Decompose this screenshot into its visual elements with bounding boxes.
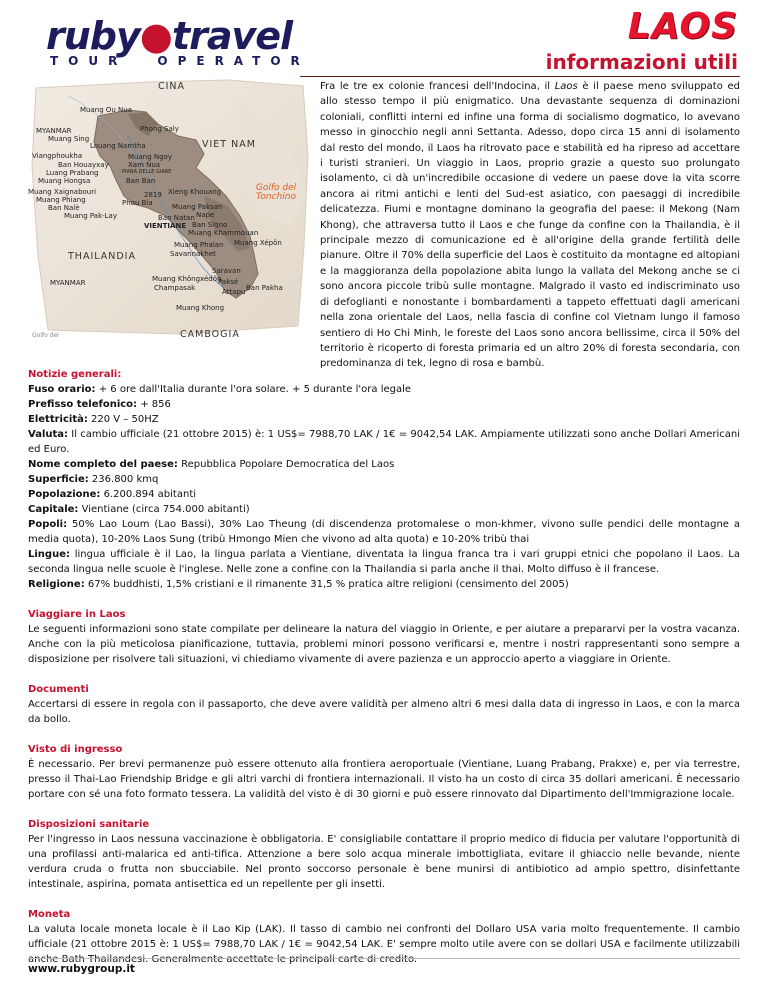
main-content: [28, 367, 740, 982]
section-documents: [28, 682, 740, 727]
fact-capital: Capitale: Vientiane (circa 754.000 abitanti): [28, 504, 250, 515]
section-body: È necessario. Per brevi permanenze può essere ottenuto alla frontiera aeroportuale (Vientiane, Luang Prabang, Prakxe) e, per via terrestre, presso il Thai-Lao Friendship Bridge e gli altri varchi di frontiera internazionali. Il visto ha un costo di circa 35 dollari americani. È necessario portare con sé una foto formato tessera. La validità del visto è di 30 giorni e può essere rinnovato dal Dipartimento dell'Immigrazione locale.: [28, 759, 740, 800]
logo-tagline: TOUR OPERATOR: [50, 54, 310, 68]
map-label-muang-phiang: Muang Phiang: [36, 196, 86, 204]
map-label-luang-prabang: Luang Prabang: [46, 169, 99, 177]
map-label-nape: Nape: [196, 211, 215, 219]
map-label-peak-2819: 2819: [144, 191, 162, 199]
map-label-ban-ban: Ban Ban: [126, 177, 156, 185]
page-subtitle: informazioni utili: [545, 50, 738, 74]
fact-peoples: Popoli: 50% Lao Loum (Lao Bassi), 30% Lao Theung (di discendenza protomalese o mon-khmer, vivono sulle pendici delle montagne a media quota), 10-20% Laos Sung (tribù Hmongo Mien che vivono ad alta quota) e 10-20% tribù thai: [28, 519, 740, 545]
map-label-muang-xaignabouri: Muang Xaignabouri: [28, 188, 97, 196]
country-title: LAOS: [627, 6, 738, 47]
fact-time-zone: Fuso orario: + 6 ore dall'Italia durante l'ora solare. + 5 durante l'ora legale: [28, 384, 412, 395]
map-label-cambogia: CAMBOGIA: [180, 329, 240, 340]
map-label-xieng-khouang: Xieng Khouang: [168, 188, 222, 196]
map-label-muang-phalan: Muang Phalan: [174, 241, 224, 249]
map-label-cina: CINA: [158, 81, 186, 92]
map-label-ban-nale: Ban Nalè: [48, 204, 80, 212]
section-visa: [28, 742, 740, 802]
map-label-muang-ou-nua: Muang Ou Nua: [80, 106, 133, 114]
fact-population: Popolazione: 6.200.894 abitanti: [28, 489, 197, 500]
fact-languages: Lingue: lingua ufficiale è il Lao, la lingua parlata a Vientiane, diventata la lingua franca tra i vari gruppi etnici che popolano il Laos. La seconda lingua nelle scuole è l'inglese. Nelle zone a confine con la Thailandia si parla anche il thai. Molto diffuso è il francese.: [28, 549, 740, 575]
section-health: [28, 817, 740, 892]
map-label-myanmar: MYANMAR: [36, 127, 72, 135]
map-label-muang-ngoy: Muang Ngoy: [128, 153, 172, 161]
section-title: Documenti: [28, 684, 89, 695]
section-body: Accertarsi di essere in regola con il passaporto, che deve avere validità per almeno altri 6 mesi dalla data di ingresso in Laos, e con la marca da bollo.: [28, 699, 740, 725]
general-info-section: [28, 367, 740, 592]
intro-paragraph: [320, 79, 740, 372]
map-label-ban-signo: Ban Signo: [192, 221, 228, 229]
map-label-plain-of-jars: PIANA DELLE GIARE: [122, 169, 172, 175]
footer-divider: [28, 958, 740, 959]
map-label-ban-houayxay: Ban Houayxay: [58, 161, 109, 169]
ruby-travel-logo: [46, 14, 310, 72]
fact-full-name: Nome completo del paese: Repubblica Popolare Democratica del Laos: [28, 459, 395, 470]
laos-map: [28, 76, 310, 338]
map-label-attapu: Attapu: [222, 288, 246, 296]
intro-text-rest: è il paese meno sviluppato ed allo stesso tempo il più enigmatico. Una devastante sequenza di dominazioni coloniali, conflitti interni ed infine una forma di socialismo dogmatico, lo avevano messo in ginocchio negli anni Settanta. Adesso, dopo circa 15 anni di isolamento dal resto del mondo, il Laos ha ritrovato pace e stabilità ed ha ripreso ad accettare i turisti stranieri. Un viaggio in Laos, proprio grazie a questo suo prolungato isolamento, ci dà un'incredibile occasione di vedere un paese dove la vita scorre ancora ai ritmi antichi e lenti del Sud-est asiatico, con paesaggi di incredibile delicatezza. Fiumi e montagne dominano la geografia del paese: il Mekong (Nam Khong), che attraversa tutto il Laos e che funge da confine con la Thailandia, è il principale mezzo di comunicazione ed è all'origine della grande fertilità delle pianure. Oltre il 70% della superficie del Laos è costituito da montagne ed altopiani e la maggioranza della popolazione abita lungo la vallata del Mekong anche se ci sono ancora piccole tribù sulle montagne. Malgrado il vasto ed indiscriminato uso di defoglianti e nonostante i bombardamenti a tappeto effettuati dagli americani nella zona orientale del Laos, nella fascia di confine col Vietnam lungo il famoso sentiero di Ho Chi Minh, le foreste del Laos sono ancora bellissime, circa il 50% del territorio è ricoperto di foresta primaria ed un altro 20% di foresta secondaria, con predominanza di tek, legno di rosa e bambù.: [320, 81, 740, 370]
map-label-muang-khongxedon: Muang Khôngxédôn: [152, 275, 222, 283]
map-label-ban-natan: Ban Natan: [158, 214, 195, 222]
map-label-golfo-2: Golfo del: [32, 332, 59, 339]
section-travel: [28, 607, 740, 667]
map-label-ban-pakha: Ban Pakha: [246, 284, 283, 292]
map-label-muang-khammouan: Muang Khammouan: [188, 229, 259, 237]
map-label-saravan: Saravan: [212, 267, 241, 275]
section-title: Viaggiare in Laos: [28, 609, 126, 620]
map-label-savannakhet: Savannakhet: [170, 250, 216, 258]
section-body: Per l'ingresso in Laos nessuna vaccinazione è obbligatoria. E' consigliabile contattare il proprio medico di fiducia per valutare l'opportunità di una profilassi anti-malarica ed anti-tifica. Attenzione a bere solo acqua minerale imbottigliata, evitare il ghiaccio nelle bevande, niente verdura cruda o frutta non sbucciabile. Nel pronto soccorso personale è bene munirsi di antibiotico ad ampio spettro, disinfettante intestinale, aspirina, pomata antisettica ed un repellente per gli insetti.: [28, 834, 740, 890]
fact-electricity: Elettricità: 220 V – 50HZ: [28, 414, 159, 425]
section-title: Visto di ingresso: [28, 744, 123, 755]
map-label-gulf-tonkin: Golfo del Tonchino: [255, 183, 297, 202]
map-label-xam-nua: Xam Nua: [128, 161, 161, 169]
map-label-muang-pak-lay: Muang Pak-Lay: [64, 212, 117, 220]
section-body: La valuta locale moneta locale è il Lao Kip (LAK). Il tasso di cambio nei confronti del Dollaro USA varia molto frequentemente. Il cambio ufficiale (21 ottobre 2015 è: 1 US$= 7988,70 LAK / 1€ = 9042,54 LAK. E' sempre molto utile avere con se dollari USA e facilmente utilizzabili anche Bath Thailandesi. Generalmente accettate le principali carte di credito.: [28, 924, 740, 965]
map-label-champasak: Champasak: [154, 284, 196, 292]
map-label-muang-hongsa: Muang Hongsa: [38, 177, 91, 185]
footer-website[interactable]: www.rubygroup.it: [28, 963, 135, 975]
fact-currency: Valuta: Il cambio ufficiale (21 ottobre 2015) è: 1 US$= 7988,70 LAK / 1€ = 9042,54 LAK. Ampiamente utilizzati sono anche Dollari Americani ed Euro.: [28, 429, 740, 455]
map-label-phou-bia: Phou Bia: [122, 199, 153, 207]
map-label-viangphoukha: Viangphoukha: [32, 152, 83, 160]
section-body: Le seguenti informazioni sono state compilate per delineare la natura del viaggio in Oriente, e per aiutare a prepararvi per la vostra vacanza. Anche con la più meticolosa pianificazione, tuttavia, problemi minori possono verificarsi e, mentre i nostri rappresentanti sono sempre a disposizione per risolvere tali situazioni, vi chiediamo vivamente di avere pazienza e un approccio aperto a viaggiare in Oriente.: [28, 624, 740, 665]
map-label-thailandia: THAILANDIA: [68, 251, 136, 262]
map-label-muang-xepon: Muang Xépôn: [234, 239, 282, 247]
map-label-muang-khong: Muang Khong: [176, 304, 225, 312]
header-divider: [300, 76, 740, 77]
fact-phone-prefix: Prefisso telefonico: + 856: [28, 399, 171, 410]
map-label-pakse: Paksé: [218, 278, 239, 286]
fact-religion: Religione: 67% buddhisti, 1,5% cristiani e il rimanente 31,5 % pratica altre religioni (censimento del 2005): [28, 579, 569, 590]
logo-wordmark: ruby●travel: [46, 14, 293, 58]
intro-text-start: Fra le tre ex colonie francesi dell'Indocina, il: [320, 81, 555, 92]
section-title: Moneta: [28, 909, 71, 920]
map-label-vietnam: VIET NAM: [202, 139, 256, 150]
map-label-muang-paksan: Muang Paksan: [172, 203, 223, 211]
map-label-vientiane: VIENTIANE: [144, 222, 187, 230]
map-label-phong-saly: Phong Saly: [140, 125, 179, 133]
map-label-myanmar-2: MYANMAR: [50, 279, 86, 287]
map-label-muang-sing: Muang Sing: [48, 135, 90, 143]
intro-laos-italic: Laos: [554, 81, 578, 92]
section-title: Disposizioni sanitarie: [28, 819, 150, 830]
general-info-title: Notizie generali:: [28, 369, 122, 380]
fact-area: Superficie: 236.800 kmq: [28, 474, 159, 485]
map-label-louang-namtha: Louang Namtha: [90, 142, 146, 150]
